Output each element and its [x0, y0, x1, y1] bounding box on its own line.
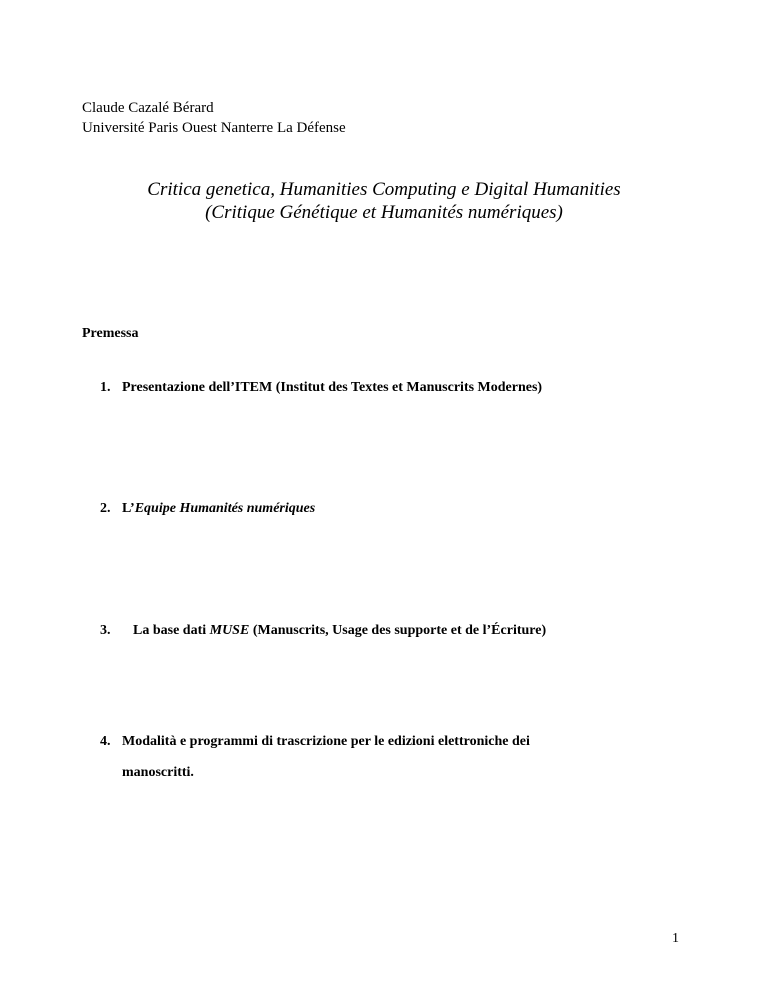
section-italic: MUSE [209, 623, 250, 638]
premessa-heading: Premessa [82, 326, 139, 341]
author-name: Claude Cazalé Bérard [82, 100, 214, 116]
section-number: 4. [100, 734, 111, 749]
section-item-1 [100, 372, 542, 403]
section-prefix: La base dati [133, 623, 210, 638]
section-number: 3. [100, 623, 111, 638]
document-title [0, 178, 768, 224]
section-prefix: L’ [122, 501, 135, 516]
section-text-line-2: manoscritti. [122, 765, 194, 780]
section-item-2 [100, 493, 315, 524]
title-line-1: Critica genetica, Humanities Computing e Digital Humanities [147, 179, 621, 200]
section-number: 2. [100, 501, 111, 516]
section-text: Presentazione dell’ITEM (Institut des Textes et Manuscrits Modernes) [122, 380, 543, 395]
section-italic: Equipe Humanités numériques [134, 501, 316, 516]
section-number: 1. [100, 380, 111, 395]
section-text-line-1: Modalità e programmi di trascrizione per le edizioni elettroniche dei [122, 734, 530, 749]
page-number: 1 [672, 931, 679, 946]
section-item-4 [100, 726, 530, 788]
section-text [133, 615, 546, 646]
section-item-3 [100, 615, 546, 646]
author-block [82, 98, 346, 138]
title-line-2: (Critique Génétique et Humanités numériques) [205, 202, 563, 223]
author-affiliation: Université Paris Ouest Nanterre La Défense [82, 120, 346, 136]
section-suffix: (Manuscrits, Usage des supporte et de l’Écriture) [249, 623, 547, 638]
section-text [122, 493, 315, 524]
